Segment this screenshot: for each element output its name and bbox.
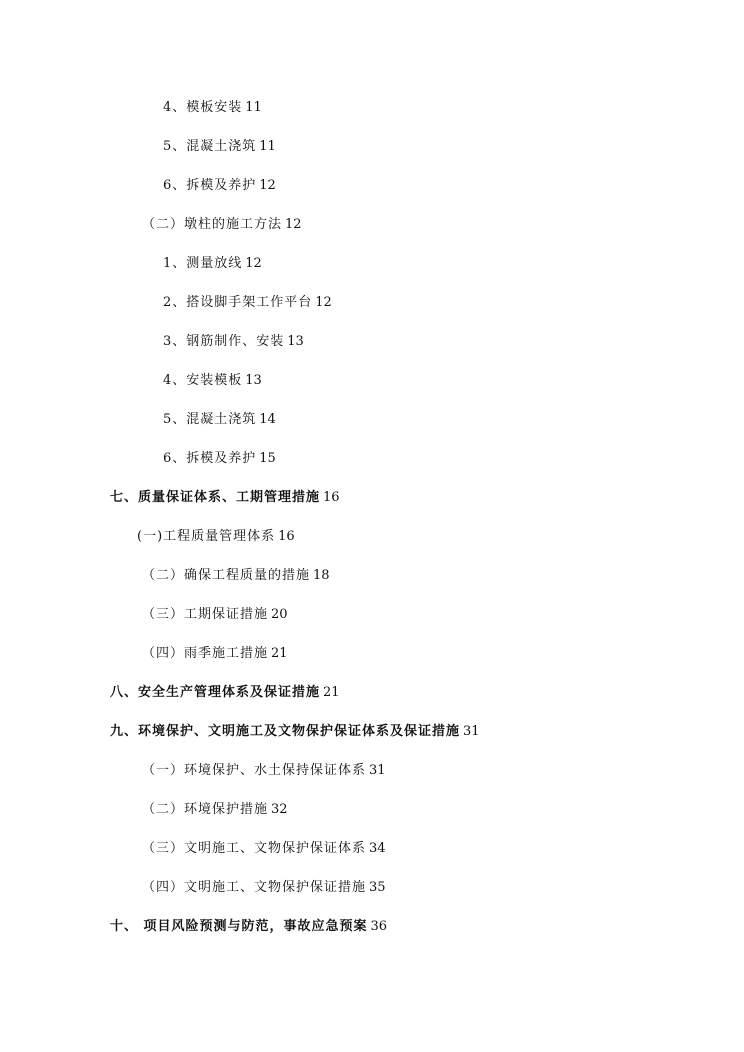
toc-entry-page: 16 [278,529,295,544]
toc-entry-label: 6、拆模及养护 [163,451,257,466]
toc-entry-label: 2、搭设脚手架工作平台 [163,295,313,310]
toc-entry[interactable] [163,178,276,194]
toc-entry-label: （三）工期保证措施 [142,607,269,622]
toc-entry[interactable] [137,529,295,545]
toc-entry-page: 18 [313,568,330,583]
toc-entry-label: （二）墩柱的施工方法 [142,217,283,232]
toc-entry-page: 21 [271,646,288,661]
toc-entry[interactable] [142,607,288,623]
toc-entry-page: 12 [245,256,262,271]
toc-entry-page: 12 [259,178,276,193]
toc-entry-page: 16 [323,490,340,505]
toc-entry-label: （一）环境保护、水土保持保证体系 [142,763,367,778]
toc-entry[interactable] [163,256,262,272]
toc-entry-page: 32 [271,802,288,817]
toc-entry[interactable] [163,295,332,311]
toc-entry-page: 12 [315,295,332,310]
toc-entry-page: 12 [285,217,302,232]
toc-entry[interactable] [110,490,340,506]
toc-entry-label: 八、安全生产管理体系及保证措施 [110,685,321,700]
toc-entry-page: 20 [271,607,288,622]
toc-entry-label: 3、钢筋制作、安装 [163,334,285,349]
toc-entry[interactable] [163,451,276,467]
toc-entry[interactable] [163,334,304,350]
toc-entry-page: 11 [259,139,276,154]
toc-entry[interactable] [142,763,386,779]
toc-entry[interactable] [142,646,288,662]
toc-entry-page: 36 [370,919,388,934]
toc-entry-label: 九、环境保护、文明施工及文物保护保证体系及保证措施 [110,724,461,739]
toc-entry[interactable] [142,802,288,818]
toc-entry-page: 21 [323,685,340,700]
toc-entry-label: 4、模板安装 [163,100,243,115]
toc-entry-page: 31 [463,724,480,739]
toc-entry-page: 14 [259,412,276,427]
toc-entry-label: 5、混凝土浇筑 [163,139,257,154]
toc-entry-label: (一)工程质量管理体系 [137,529,276,544]
toc-entry-page: 13 [245,373,262,388]
toc-entry[interactable] [163,100,262,116]
toc-entry[interactable] [163,412,276,428]
toc-entry[interactable] [110,919,387,935]
toc-entry-page: 13 [287,334,304,349]
toc-entry-label: 5、混凝土浇筑 [163,412,257,427]
toc-entry-label: 4、安装模板 [163,373,243,388]
toc-entry-label: 十、 项目风险预测与防范，事故应急预案 [110,919,368,934]
toc-entry-page: 34 [369,841,386,856]
toc-entry-label: 七、质量保证体系、工期管理措施 [110,490,321,505]
toc-entry[interactable] [142,841,386,857]
toc-entry-label: （三）文明施工、文物保护保证体系 [142,841,367,856]
toc-entry[interactable] [142,217,302,233]
toc-entry-label: （四）雨季施工措施 [142,646,269,661]
toc-entry-page: 15 [259,451,276,466]
toc-entry-page: 31 [369,763,386,778]
toc-entry-page: 35 [369,880,386,895]
toc-entry-page: 11 [245,100,262,115]
toc-entry[interactable] [142,880,386,896]
toc-entry-label: 1、测量放线 [163,256,243,271]
toc-entry-label: （二）确保工程质量的措施 [142,568,311,583]
toc-entry[interactable] [110,724,480,740]
toc-entry[interactable] [163,373,262,389]
toc-entry[interactable] [163,139,276,155]
toc-entry-label: （二）环境保护措施 [142,802,269,817]
toc-entry-label: （四）文明施工、文物保护保证措施 [142,880,367,895]
toc-entry[interactable] [110,685,340,701]
toc-entry-label: 6、拆模及养护 [163,178,257,193]
toc-entry[interactable] [142,568,330,584]
